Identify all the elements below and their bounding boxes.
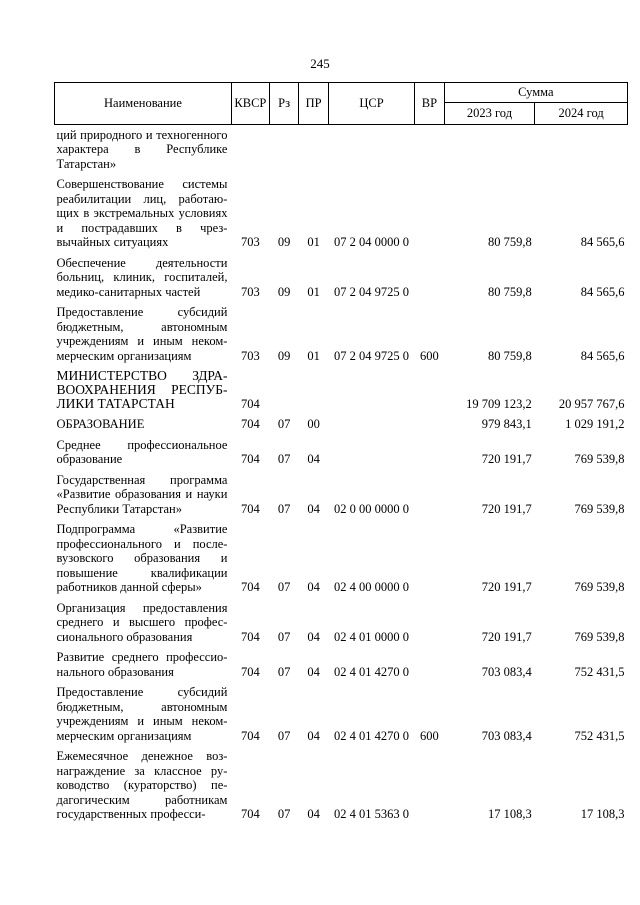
cell-csr: 07 2 04 9725 0: [334, 348, 409, 363]
cell-kvsr: 703: [241, 235, 260, 249]
cell-name: Подпрограмма «Развитие профессионального и послевузовского образования и повышение квалификации работников данной сферы»: [56, 522, 228, 594]
header-kvsr: КВСР: [231, 83, 269, 125]
cell-name: Ежемесячное денежное вознаграждение за классное руководство (кураторство) педагогическим работникам государственных професси-: [56, 749, 228, 821]
table-row: [55, 470, 628, 520]
cell-csr: 02 0 00 0000 0: [334, 501, 409, 516]
table-row: [55, 366, 628, 414]
cell-csr: [328, 435, 414, 470]
cell-csr: 07 2 04 9725 0: [334, 284, 409, 299]
cell-y2024: 769 539,8: [574, 629, 625, 644]
cell-name: Среднее профессиональное образование: [56, 437, 228, 466]
cell-y2023: 979 843,1: [481, 417, 532, 431]
cell-vr: [415, 746, 444, 825]
cell-rz: 07: [277, 501, 291, 516]
table-row: [55, 746, 628, 825]
cell-y2023: [444, 124, 535, 174]
table-row: [55, 598, 628, 648]
cell-csr: [328, 124, 414, 174]
cell-kvsr: 704: [241, 396, 260, 411]
cell-y2024: 1 029 191,2: [565, 417, 625, 431]
cell-y2023: 720 191,7: [481, 580, 532, 594]
cell-name: Организация предоставления среднего и высшего профессионального образования: [56, 600, 228, 644]
table-row: [55, 682, 628, 746]
header-pr: ПР: [299, 83, 328, 125]
header-csr: ЦСР: [328, 83, 414, 125]
cell-csr: 02 4 01 0000 0: [334, 629, 409, 644]
header-name: Наименование: [55, 83, 232, 125]
cell-y2023: 80 759,8: [488, 235, 532, 249]
cell-pr: 04: [307, 629, 320, 644]
cell-name: Обеспечение деятельности больниц, клиник, госпиталей, медико-санитарных частей: [56, 255, 228, 299]
cell-y2024: 769 539,8: [574, 452, 625, 466]
cell-vr: [415, 174, 444, 253]
header-rz: Рз: [269, 83, 298, 125]
cell-csr: [328, 366, 414, 414]
cell-vr: [415, 519, 444, 598]
cell-pr: 04: [307, 728, 320, 743]
page-number: 245: [310, 56, 330, 71]
cell-kvsr: [231, 124, 269, 174]
cell-pr: 00: [307, 417, 320, 431]
cell-kvsr: 704: [241, 417, 260, 431]
cell-vr: [415, 366, 444, 414]
cell-csr: 02 4 01 4270 0: [334, 664, 409, 679]
cell-kvsr: 704: [241, 807, 260, 821]
cell-kvsr: 703: [241, 284, 260, 299]
cell-pr: 04: [307, 664, 320, 679]
budget-table: [54, 82, 628, 825]
cell-kvsr: 704: [241, 452, 260, 466]
cell-csr: [328, 414, 414, 435]
table-row: [55, 124, 628, 174]
cell-y2023: 80 759,8: [488, 348, 532, 363]
cell-y2024: 769 539,8: [574, 580, 625, 594]
cell-pr: 04: [307, 580, 320, 594]
cell-rz: 07: [277, 452, 291, 466]
cell-rz: 09: [277, 284, 291, 299]
table-row: [55, 253, 628, 303]
cell-pr: [299, 366, 328, 414]
cell-y2024: 84 565,6: [580, 348, 625, 363]
cell-y2024: 84 565,6: [580, 284, 625, 299]
table-row: [55, 414, 628, 435]
cell-pr: 04: [307, 807, 320, 821]
cell-csr: 07 2 04 0000 0: [334, 235, 409, 249]
cell-y2023: 703 083,4: [481, 664, 532, 679]
cell-kvsr: 704: [241, 664, 260, 679]
cell-name: Развитие среднего профессионального образования: [56, 650, 228, 679]
cell-vr: [415, 435, 444, 470]
cell-kvsr: 704: [241, 580, 260, 594]
cell-rz: 07: [277, 807, 291, 821]
cell-rz: 09: [277, 235, 291, 249]
cell-csr: 02 4 01 4270 0: [334, 728, 409, 743]
table-row: [55, 519, 628, 598]
cell-pr: [299, 124, 328, 174]
header-year-2024: 2024 год: [535, 102, 628, 124]
cell-vr: 600: [420, 348, 439, 363]
cell-y2024: 769 539,8: [574, 501, 625, 516]
table-row: [55, 647, 628, 682]
cell-vr: 600: [420, 728, 439, 743]
cell-name: Предоставление субсидий бюджетным, автономным учреждениям и иным некоммерческим организациям: [56, 305, 228, 363]
cell-rz: [269, 366, 298, 414]
header-sum: Сумма: [444, 83, 627, 103]
cell-y2023: 720 191,7: [481, 452, 532, 466]
cell-y2024: 752 431,5: [574, 728, 625, 743]
cell-rz: 07: [277, 664, 291, 679]
cell-name: Предоставление субсидий бюджетным, автономным учреждениям и иным некоммерческим организациям: [56, 685, 228, 743]
cell-csr: 02 4 00 0000 0: [334, 580, 409, 594]
cell-pr: 04: [307, 501, 320, 516]
cell-y2023: 19 709 123,2: [466, 396, 532, 411]
cell-vr: [415, 124, 444, 174]
cell-name: ОБРАЗОВАНИЕ: [56, 417, 145, 431]
cell-y2023: 80 759,8: [488, 284, 532, 299]
cell-name: ций природного и техногенного характера в Республике Татарстан»: [56, 127, 228, 171]
cell-kvsr: 704: [241, 629, 260, 644]
cell-name: Государственная программа «Развитие образования и науки Республики Татарстан»: [56, 472, 228, 516]
cell-pr: 01: [307, 348, 320, 363]
table-body: [55, 124, 628, 825]
cell-rz: 07: [277, 580, 291, 594]
cell-vr: [415, 414, 444, 435]
cell-kvsr: 704: [241, 501, 260, 516]
cell-rz: 09: [277, 348, 291, 363]
header-year-2023: 2023 год: [444, 102, 535, 124]
table-row: [55, 435, 628, 470]
cell-csr: 02 4 01 5363 0: [334, 807, 409, 821]
cell-vr: [415, 598, 444, 648]
table-row: [55, 302, 628, 366]
cell-rz: [269, 124, 298, 174]
cell-kvsr: 704: [241, 728, 260, 743]
table-header: [55, 83, 628, 125]
cell-y2023: 17 108,3: [488, 807, 532, 821]
cell-y2024: [535, 124, 628, 174]
cell-name: МИНИСТЕРСТВО ЗДРАВООХРАНЕНИЯ РЕСПУБЛИКИ ТАТАРСТАН: [56, 368, 228, 411]
cell-pr: 01: [307, 235, 320, 249]
cell-y2023: 720 191,7: [481, 629, 532, 644]
table-row: [55, 174, 628, 253]
cell-vr: [415, 647, 444, 682]
cell-rz: 07: [277, 728, 291, 743]
cell-rz: 07: [277, 629, 291, 644]
cell-pr: 04: [307, 452, 320, 466]
cell-y2024: 752 431,5: [574, 664, 625, 679]
cell-rz: 07: [277, 417, 291, 431]
cell-y2023: 720 191,7: [481, 501, 532, 516]
cell-name: Совершенствование системы реабилитации лиц, работающих в экстремальных условиях и пострадавших в чрезвычайных ситуациях: [56, 177, 228, 249]
cell-y2024: 17 108,3: [580, 807, 625, 821]
header-vr: ВР: [415, 83, 444, 125]
cell-pr: 01: [307, 284, 320, 299]
cell-y2023: 703 083,4: [481, 728, 532, 743]
cell-vr: [415, 470, 444, 520]
cell-y2024: 20 957 767,6: [558, 396, 625, 411]
cell-kvsr: 703: [241, 348, 260, 363]
cell-vr: [415, 253, 444, 303]
cell-y2024: 84 565,6: [580, 235, 625, 249]
